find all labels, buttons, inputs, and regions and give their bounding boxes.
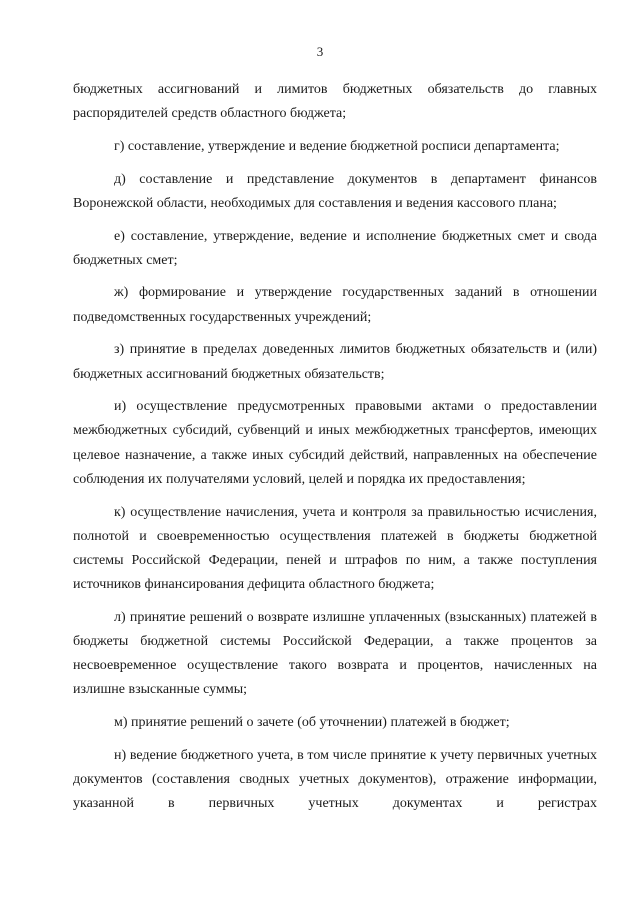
page-number: 3 xyxy=(316,44,324,59)
paragraph-item-g: г) составление, утверждение и ведение бюджетной росписи департамента; xyxy=(114,138,560,154)
paragraph-item-e: е) составление, утверждение, ведение и исполнение бюджетных смет и свода бюджетных смет; xyxy=(73,228,597,268)
paragraph-item-zh: ж) формирование и утверждение государственных заданий в отношении подведомственных государственных учреждений; xyxy=(73,285,597,325)
paragraph-continuation: бюджетных ассигнований и лимитов бюджетных обязательств до главных распорядителей средств областного бюджета; xyxy=(73,82,597,122)
document-body xyxy=(73,78,597,825)
paragraph-item-l: л) принятие решений о возврате излишне уплаченных (взысканных) платежей в бюджеты бюджетной системы Российской Федерации, а также процентов за несвоевременное осуществление такого возврата и процентов, начисленных на излишне взысканные суммы; xyxy=(73,609,597,698)
paragraph-item-n: н) ведение бюджетного учета, в том числе принятие к учету первичных учетных документов (составления сводных учетных документов), отражение информации, указанной в первичных учетных документах и регистрах xyxy=(73,747,597,812)
paragraph-item-k: к) осуществление начисления, учета и контроля за правильностью исчисления, полнотой и своевременностью осуществления платежей в бюджеты бюджетной системы Российской Федерации, пеней и штрафов по ним, а также поступления источников финансирования дефицита областного бюджета; xyxy=(73,504,597,593)
paragraph-item-m: м) принятие решений о зачете (об уточнении) платежей в бюджет; xyxy=(114,715,510,731)
paragraph-item-i: и) осуществление предусмотренных правовыми актами о предоставлении межбюджетных субсидий, субвенций и иных межбюджетных трансфертов, имеющих целевое назначение, а также иных субсидий действий, направленных на обеспечение соблюдения их получателями условий, целей и порядка их предоставления; xyxy=(73,399,597,487)
paragraph-item-d: д) составление и представление документов в департамент финансов Воронежской области, необходимых для составления и ведения кассового плана; xyxy=(73,171,597,211)
paragraph-item-z: з) принятие в пределах доведенных лимитов бюджетных обязательств и (или) бюджетных ассигнований бюджетных обязательств; xyxy=(73,342,597,382)
